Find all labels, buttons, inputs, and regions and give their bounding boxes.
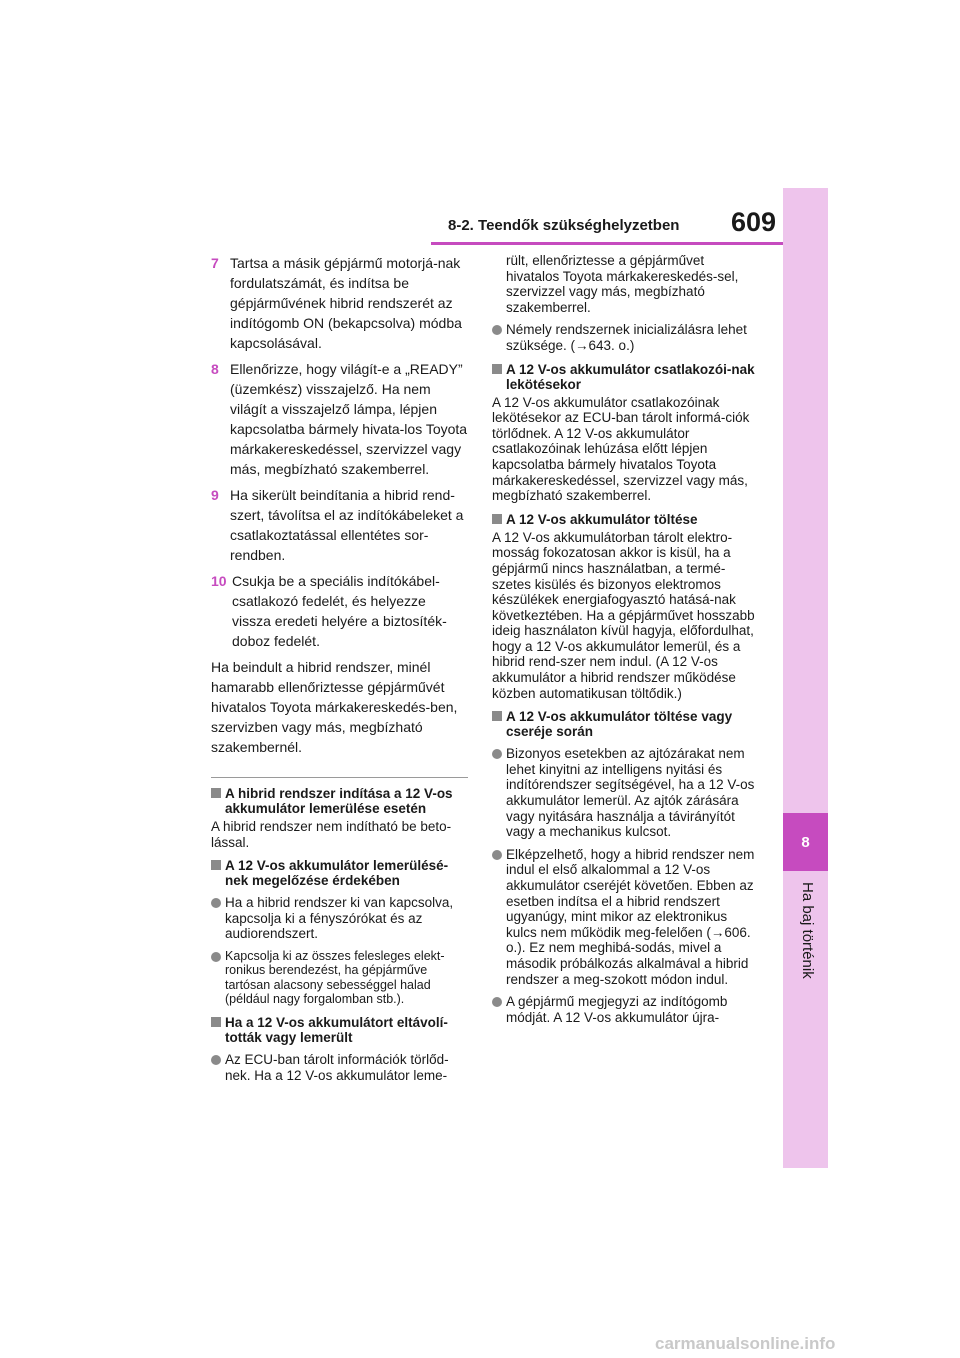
subheading: A 12 V-os akkumulátor lemerülésé-nek megelőzése érdekében [211,858,468,888]
subheading: A 12 V-os akkumulátor töltése vagy cseréje során [492,709,757,739]
square-bullet-icon [211,860,221,870]
step-text: Ha sikerült beindítania a hibrid rend-szert, távolítsa el az indítókábeleket a csatlakoztatással ellentétes sor-rendben. [230,487,464,563]
square-bullet-icon [211,788,221,798]
body-text: A 12 V-os akkumulátor csatlakozóinak lekötésekor az ECU-ban tárolt informá-ciók törlődnek. A 12 V-os akkumulátor csatlakozóinak lehúzása előtt lépjen kapcsolatba bármely hivatalos Toyota márkakereskedéssel, szervizzel vagy más, megbízható szakemberrel. [492,394,750,504]
body-text: A 12 V-os akkumulátorban tárolt elektro-mosság fokozatosan akkor is kisül, ha a gépjármű nincs használatban, a termé-szetes kisülés és bizonyos elektromos készülékek energiafogyasztó hatásá-nak következtében. Ha a gépjárművet hosszabb ideig használaton kívül hagyja, előfordulhat, hogy a 12 V-os akkumulátor lemerül, és a hibrid rend-szer nem indul. (A 12 V-os akkumulátor a hibrid rendszer működése közben automatikusan töltődik.) [492,529,755,701]
step-9 [211,485,468,565]
continued-text: rült, ellenőriztesse a gépjárművet hivatalos Toyota márkakereskedés-sel, szervizzel vagy más, megbízható szakemberrel. [506,253,739,315]
list-item: Kapcsolja ki az összes felesleges elekt-ronikus berendezést, ha gépjárműve tartósan alacsony sebességgel halad (például nagy forgalomban stb.). [211,949,468,1007]
chapter-number-tab[interactable]: 8 [783,813,828,871]
circle-bullet-icon [211,898,221,908]
circle-bullet-icon [211,1055,221,1065]
chapter-side-tab [783,188,828,1168]
circle-bullet-icon [492,997,502,1007]
step-text: Tartsa a másik gépjármű motorjá-nak fordulatszámát, és indítsa be gépjárművének hibrid rendszerét az indítógomb ON (bekapcsolva) módba kapcsolásával. [230,255,462,351]
step-number: 9 [211,487,219,503]
subheading: A 12 V-os akkumulátor csatlakozói-nak lekötésekor [492,362,757,392]
subheading: A hibrid rendszer indítása a 12 V-os akkumulátor lemerülése esetén [211,786,468,816]
step-number: 7 [211,255,219,271]
list-item: Az ECU-ban tárolt információk törlőd-nek. Ha a 12 V-os akkumulátor leme- [211,1052,468,1083]
page-number: 609 [731,207,777,237]
chapter-label: Ha baj történik [799,882,816,979]
header-divider [431,242,828,245]
step-text: Ellenőrizze, hogy világít-e a „READY” (üzemkész) visszajelző. Ha nem világít a visszajelző lámpa, lépjen kapcsolatba bármely hivata-los Toyota márkakereskedéssel, szervizzel vagy más, megbízható szakemberrel. [230,361,468,477]
list-item: Elképzelhető, hogy a hibrid rendszer nem indul el első alkalommal a 12 V-os akkumulátor cseréjét követően. Ebben az esetben indítsa el a hibrid rendszert ugyanúgy, mint mikor az elektronikus kulcs nem működik meg-felelően (→606. o.). Ez nem meghibá-sodás, mivel a második próbálkozás alkalmával a hibrid rendszer a meg-szokott módon indul. [492,847,757,987]
closing-paragraph: Ha beindult a hibrid rendszer, minél hamarabb ellenőriztesse gépjárművét hivatalos Toyota márkakereskedés-ben, szervizben vagy más, megbízható szakembernél. [211,659,458,755]
subheading: Ha a 12 V-os akkumulátort eltávolí-tották vagy lemerült [211,1015,468,1045]
right-column [492,253,757,1031]
list-item: Bizonyos esetekben az ajtózárakat nem lehet kinyitni az intelligens nyitási és indítórendszer segítségével, ha a 12 V-os akkumulátor lemerül. Az ajtók zárására vagy nyitására használja a távirányítót vagy a mechanikus kulcsot. [492,746,757,840]
circle-bullet-icon [492,325,502,335]
step-number: 8 [211,361,219,377]
step-number: 10 [211,573,227,589]
square-bullet-icon [211,1017,221,1027]
list-item: Némely rendszernek inicializálásra lehet szüksége. (→643. o.) [492,322,757,353]
subheading: A 12 V-os akkumulátor töltése [492,512,757,527]
watermark: carmanualsonline.info [655,1334,836,1353]
step-text: Csukja be a speciális indítókábel-csatlakozó fedelét, és helyezze vissza eredeti helyére a biztosíték-doboz fedelét. [232,573,447,649]
section-divider [211,777,468,778]
list-item: A gépjármű megjegyzi az indítógomb módját. A 12 V-os akkumulátor újra- [492,994,757,1025]
step-10 [211,571,468,651]
list-item: Ha a hibrid rendszer ki van kapcsolva, kapcsolja ki a fényszórókat és az audiorendszert. [211,895,468,942]
left-column [211,253,468,1089]
circle-bullet-icon [211,952,221,962]
square-bullet-icon [492,711,502,721]
square-bullet-icon [492,514,502,524]
section-title: 8-2. Teendők szükséghelyzetben [448,217,680,234]
circle-bullet-icon [492,850,502,860]
circle-bullet-icon [492,749,502,759]
square-bullet-icon [492,364,502,374]
body-text: A hibrid rendszer nem indítható be beto-lással. [211,819,452,850]
step-7 [211,253,468,353]
step-8 [211,359,468,479]
